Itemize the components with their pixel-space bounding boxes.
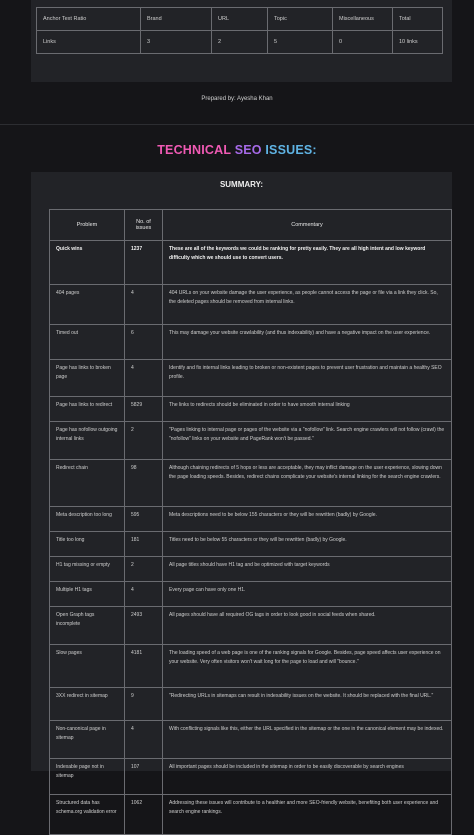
problem-cell: Page has links to redirect (50, 397, 125, 422)
table-row (50, 285, 452, 325)
table-cell: Anchor Text Ratio (37, 8, 141, 31)
problem-cell: Indexable page not in sitemap (50, 759, 125, 795)
table-row (37, 8, 443, 31)
commentary-cell: Titles need to be below 55 characters or they will be rewritten (badly) by Google. (163, 532, 452, 557)
commentary-cell: "Redirecting URLs in sitemaps can result in indexability issues on the website. It should be replaced with the final URL." (163, 688, 452, 721)
issue-count-cell: 98 (125, 460, 163, 507)
issue-count-cell: 4 (125, 582, 163, 607)
problem-cell: Title too long (50, 532, 125, 557)
commentary-cell: Although chaining redirects of 5 hops or less are acceptable, they may inflict damage on the user experience, slowing down the page loading speeds. Besides, redirect chains complicate your website's internal linking for the search engine crawlers. (163, 460, 452, 507)
problem-cell: Non-canonical page in sitemap (50, 721, 125, 759)
issue-count-cell: 2 (125, 557, 163, 582)
technical-issues-panel (31, 172, 452, 815)
problem-cell: Multiple H1 tags (50, 582, 125, 607)
problem-cell: Open Graph tags incomplete (50, 607, 125, 645)
commentary-cell: All page titles should have H1 tag and be optimized with target keywords (163, 557, 452, 582)
commentary-cell: The loading speed of a web page is one of the ranking signals for Google. Besides, page speed affects user experience on your website. Very often visitors won't wait long for the page to load and will "bounce." (163, 645, 452, 688)
table-cell: 10 links (393, 31, 443, 54)
table-row (50, 645, 452, 688)
commentary-cell: All pages should have all required OG tags in order to look good in social feeds when shared. (163, 607, 452, 645)
anchor-text-ratio-table (36, 7, 443, 54)
issue-count-cell: 4 (125, 360, 163, 397)
table-row (37, 31, 443, 54)
table-row (50, 688, 452, 721)
table-row (50, 241, 452, 285)
issue-count-cell: 107 (125, 759, 163, 795)
commentary-cell: The links to redirects should be eliminated in order to have smooth internal linking (163, 397, 452, 422)
table-row (50, 532, 452, 557)
table-row (50, 507, 452, 532)
issue-count-cell: 4181 (125, 645, 163, 688)
anchor-ratio-panel (31, 0, 452, 82)
table-cell: 0 (333, 31, 393, 54)
commentary-cell: All important pages should be included in the sitemap in order to be easily discoverable by search engines (163, 759, 452, 795)
table-row (50, 795, 452, 835)
issue-count-cell: 4 (125, 285, 163, 325)
table-cell: 3 (141, 31, 212, 54)
commentary-cell: "Pages linking to internal page or pages of the website via a "nofollow" link. Search engine crawlers will not follow (crawl) the "nofollow" links on your website and PageRank won't be passed." (163, 422, 452, 460)
issue-count-cell: 6 (125, 325, 163, 360)
commentary-cell: Identify and fix internal links leading to broken or non-existent pages to prevent user frustration and maintain a healthy SEO profile. (163, 360, 452, 397)
issue-count-cell: 4 (125, 721, 163, 759)
column-header: Commentary (163, 210, 452, 241)
section-divider (0, 124, 474, 125)
table-cell: Brand (141, 8, 212, 31)
section-title-part: TECHNICAL (157, 143, 231, 157)
commentary-cell: Addressing these issues will contribute to a healthier and more SEO-friendly website, benefiting both user experience and search engine rankings. (163, 795, 452, 835)
column-header: Problem (50, 210, 125, 241)
prepared-by-text: Prepared by: Ayesha Khan (201, 96, 273, 102)
issue-count-cell: 1062 (125, 795, 163, 835)
problem-cell: Timed out (50, 325, 125, 360)
problem-cell: Page has links to broken page (50, 360, 125, 397)
commentary-cell: With conflicting signals like this, either the URL specified in the sitemap or the one in the canonical element may be indexed. (163, 721, 452, 759)
section-title-part: ISSUES: (265, 143, 317, 157)
table-cell: 5 (268, 31, 333, 54)
table-cell: Topic (268, 8, 333, 31)
problem-cell: Page has nofollow outgoing internal links (50, 422, 125, 460)
table-row (50, 397, 452, 422)
table-row (50, 759, 452, 795)
table-row (50, 557, 452, 582)
issue-count-cell: 9 (125, 688, 163, 721)
problem-cell: Structured data has schema.org validation error (50, 795, 125, 835)
issue-count-cell: 1237 (125, 241, 163, 285)
section-title-part: SEO (234, 143, 262, 157)
commentary-cell: This may damage your website crawlability (and thus indexability) and have a negative impact on the user experience. (163, 325, 452, 360)
table-row (50, 325, 452, 360)
issue-count-cell: 2493 (125, 607, 163, 645)
problem-cell: 3XX redirect in sitemap (50, 688, 125, 721)
commentary-cell: Meta descriptions need to be below 155 characters or they will be rewritten (badly) by Google. (163, 507, 452, 532)
issue-count-cell: 5829 (125, 397, 163, 422)
issue-count-cell: 181 (125, 532, 163, 557)
problem-cell: 404 pages (50, 285, 125, 325)
table-header-row (50, 210, 452, 241)
table-cell: 2 (212, 31, 268, 54)
issue-count-cell: 2 (125, 422, 163, 460)
table-row (50, 607, 452, 645)
problem-cell: Redirect chain (50, 460, 125, 507)
table-cell: Links (37, 31, 141, 54)
summary-heading: SUMMARY: (219, 180, 264, 189)
commentary-cell: These are all of the keywords we could be ranking for pretty easily. They are all high intent and low keyword difficulty which we should use to convert users. (163, 241, 452, 285)
problem-cell: Meta description too long (50, 507, 125, 532)
table-row (50, 582, 452, 607)
table-row (50, 360, 452, 397)
problem-cell: Slow pages (50, 645, 125, 688)
table-row (50, 422, 452, 460)
table-cell: URL (212, 8, 268, 31)
problem-cell: H1 tag missing or empty (50, 557, 125, 582)
table-row (50, 721, 452, 759)
issue-count-cell: 595 (125, 507, 163, 532)
commentary-cell: Every page can have only one H1. (163, 582, 452, 607)
table-cell: Total (393, 8, 443, 31)
problem-cell: Quick wins (50, 241, 125, 285)
table-row (50, 460, 452, 507)
commentary-cell: 404 URLs on your website damage the user experience, as people cannot access the page or file via a link they click. So, the deleted pages should be removed from internal links. (163, 285, 452, 325)
table-cell: Miscellaneous (333, 8, 393, 31)
section-title (0, 143, 474, 157)
issues-table (49, 209, 452, 835)
column-header: No. of issues (125, 210, 163, 241)
